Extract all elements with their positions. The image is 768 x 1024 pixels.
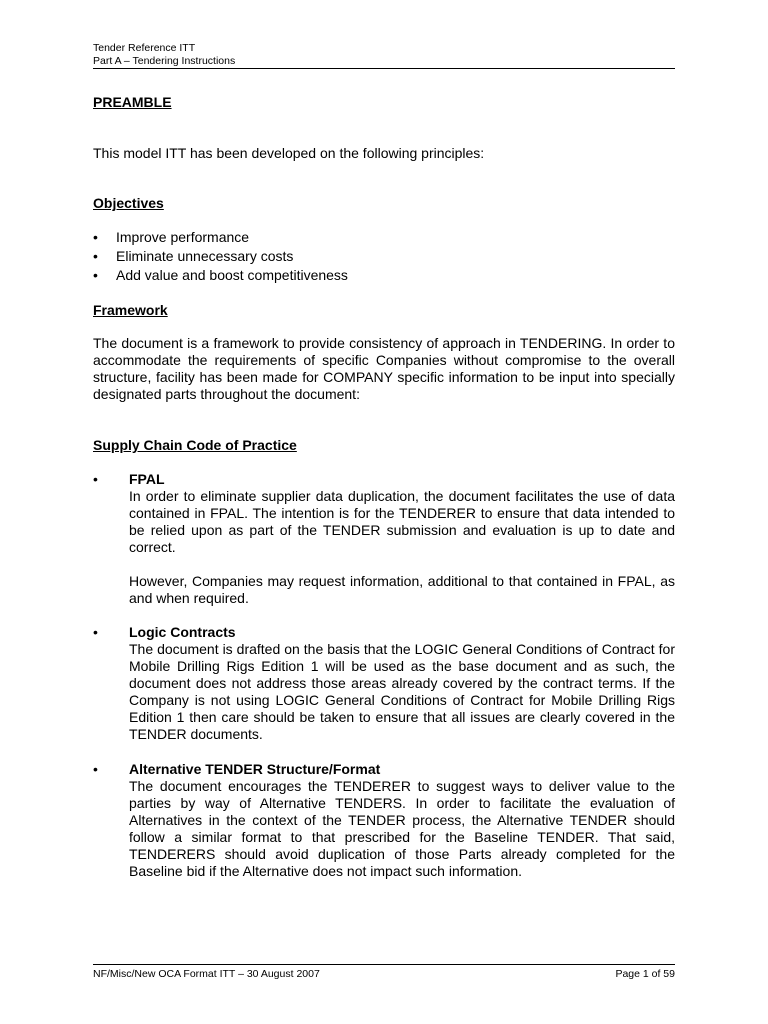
framework-text: The document is a framework to provide consistency of approach in TENDERING. In order to accommodate the requirements of specific Companies without compromise to the overall structure, facility has been made for COMPANY specific information to be input into specially designated parts throughout the document: xyxy=(93,335,675,402)
fpal-text: In order to eliminate supplier data duplication, the document facilitates the use of data contained in FPAL. The intention is for the TENDERER to ensure that data intended to be relied upon as part of the TENDER submission and evaluation is up to date and correct. xyxy=(129,488,675,555)
logic-contracts-text: The document is drafted on the basis that the LOGIC General Conditions of Contract for Mobile Drilling Rigs Edition 1 will be used as the base document and as such, the document does not address those areas already covered by the contract terms. If the Company is not using LOGIC General Conditions of Contract for Mobile Drilling Rigs Edition 1 then care should be taken to ensure that all issues are clearly covered in the TENDER documents. xyxy=(129,641,675,742)
list-item xyxy=(93,247,348,266)
objectives-list xyxy=(93,228,348,285)
alternative-tender-title: Alternative TENDER Structure/Format xyxy=(129,761,381,777)
bullet-icon: • xyxy=(93,761,98,777)
page-header xyxy=(93,42,675,68)
header-part-title: Part A – Tendering Instructions xyxy=(93,55,236,67)
bullet-icon: • xyxy=(93,229,98,245)
list-item xyxy=(93,266,348,285)
alternative-tender-text: The document encourages the TENDERER to suggest ways to deliver value to the parties by way of Alternative TENDERS. In order to facilitate the evaluation of Alternatives in the context of the TENDER process, the Alternative TENDER should follow a similar format to that prescribed for the Baseline TENDER. That said, TENDERERS should avoid duplication of those Parts already completed for the Baseline bid if the Alternative does not impact such information. xyxy=(129,778,675,879)
logic-contracts-title: Logic Contracts xyxy=(129,624,236,640)
bullet-icon: • xyxy=(93,267,98,283)
page-number: Page 1 of 59 xyxy=(615,968,675,980)
fpal-additional-text: However, Companies may request information, additional to that contained in FPAL, as and when required. xyxy=(129,573,675,606)
framework-heading: Framework xyxy=(93,302,168,318)
objectives-heading: Objectives xyxy=(93,195,164,211)
bullet-icon: • xyxy=(93,471,98,487)
footer-document-reference: NF/Misc/New OCA Format ITT – 30 August 2007 xyxy=(93,968,320,980)
bullet-icon: • xyxy=(93,624,98,640)
header-tender-reference: Tender Reference ITT xyxy=(93,42,196,54)
page-footer xyxy=(93,968,675,980)
objective-text: Eliminate unnecessary costs xyxy=(116,248,294,264)
header-divider xyxy=(93,68,675,69)
footer-divider xyxy=(93,964,675,965)
list-item xyxy=(93,228,348,247)
preamble-intro: This model ITT has been developed on the following principles: xyxy=(93,145,485,161)
fpal-title: FPAL xyxy=(129,471,165,487)
supply-chain-heading: Supply Chain Code of Practice xyxy=(93,437,297,453)
objective-text: Improve performance xyxy=(116,229,250,245)
bullet-icon: • xyxy=(93,248,98,264)
objective-text: Add value and boost competitiveness xyxy=(116,267,348,283)
preamble-heading: PREAMBLE xyxy=(93,94,172,110)
